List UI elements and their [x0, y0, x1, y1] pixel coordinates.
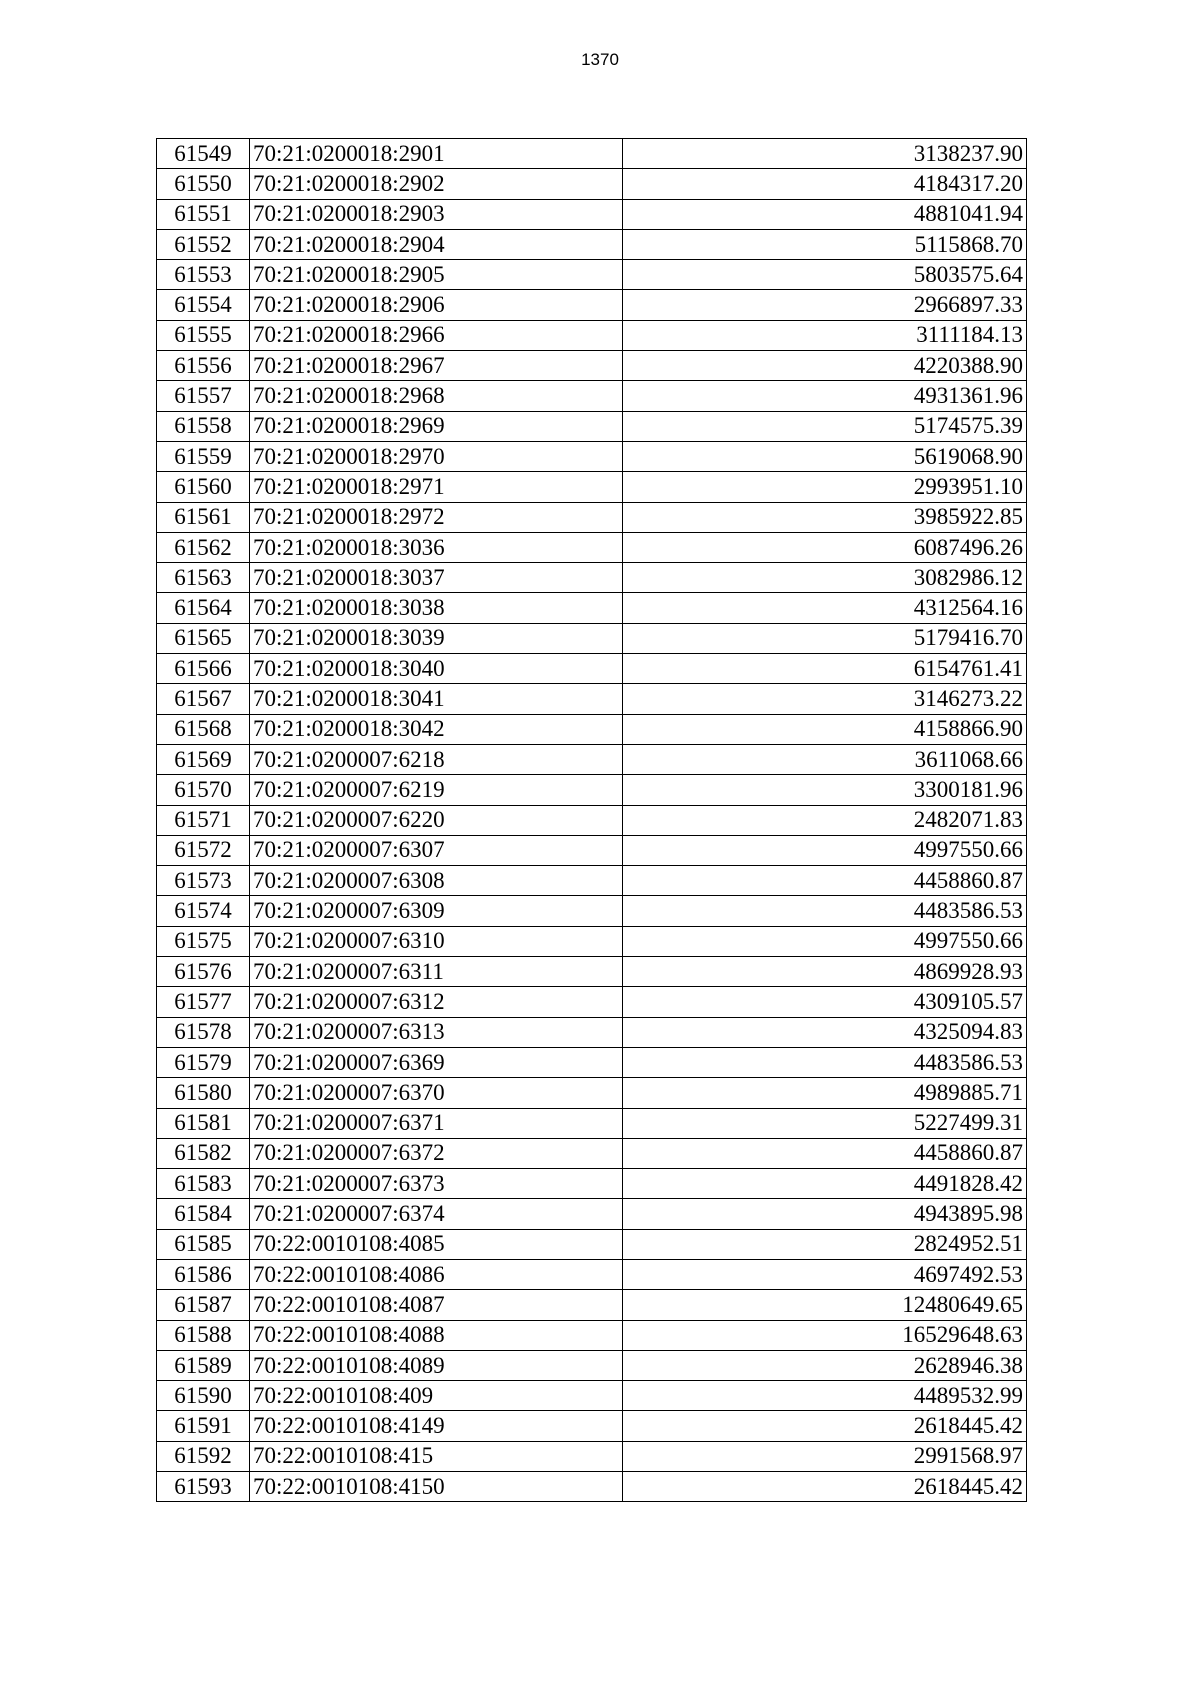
table-row	[157, 1047, 1027, 1077]
row-number-cell: 61586	[157, 1259, 250, 1289]
cadastral-value-cell: 4458860.87	[623, 1138, 1027, 1168]
row-number-cell: 61577	[157, 987, 250, 1017]
row-number-cell: 61575	[157, 926, 250, 956]
cadastral-number-cell: 70:21:0200018:2901	[250, 139, 623, 169]
row-number-cell: 61568	[157, 714, 250, 744]
cadastral-value-cell: 16529648.63	[623, 1320, 1027, 1350]
table-row	[157, 381, 1027, 411]
row-number-cell: 61559	[157, 441, 250, 471]
cadastral-value-cell: 3082986.12	[623, 563, 1027, 593]
table-row	[157, 320, 1027, 350]
cadastral-value-cell: 4491828.42	[623, 1169, 1027, 1199]
cadastral-number-cell: 70:22:0010108:409	[250, 1381, 623, 1411]
cadastral-number-cell: 70:22:0010108:4086	[250, 1259, 623, 1289]
row-number-cell: 61571	[157, 805, 250, 835]
cadastral-number-cell: 70:21:0200007:6370	[250, 1078, 623, 1108]
cadastral-value-cell: 4943895.98	[623, 1199, 1027, 1229]
row-number-cell: 61572	[157, 835, 250, 865]
table-row	[157, 714, 1027, 744]
row-number-cell: 61570	[157, 775, 250, 805]
table-row	[157, 654, 1027, 684]
cadastral-number-cell: 70:21:0200018:3036	[250, 532, 623, 562]
cadastral-number-cell: 70:21:0200018:2967	[250, 351, 623, 381]
cadastral-number-cell: 70:21:0200018:3038	[250, 593, 623, 623]
table-row	[157, 987, 1027, 1017]
cadastral-value-cell: 4989885.71	[623, 1078, 1027, 1108]
table-row	[157, 684, 1027, 714]
cadastral-number-cell: 70:21:0200007:6220	[250, 805, 623, 835]
row-number-cell: 61578	[157, 1017, 250, 1047]
table-row	[157, 411, 1027, 441]
row-number-cell: 61584	[157, 1199, 250, 1229]
table-row	[157, 775, 1027, 805]
table-row	[157, 1290, 1027, 1320]
cadastral-number-cell: 70:22:0010108:4149	[250, 1411, 623, 1441]
table-row	[157, 229, 1027, 259]
table-row	[157, 260, 1027, 290]
table-row	[157, 472, 1027, 502]
cadastral-value-cell: 4483586.53	[623, 1047, 1027, 1077]
cadastral-value-cell: 2618445.42	[623, 1472, 1027, 1502]
row-number-cell: 61562	[157, 532, 250, 562]
cadastral-value-cell: 2482071.83	[623, 805, 1027, 835]
cadastral-number-cell: 70:21:0200018:3040	[250, 654, 623, 684]
cadastral-value-cell: 3146273.22	[623, 684, 1027, 714]
cadastral-value-cell: 5227499.31	[623, 1108, 1027, 1138]
row-number-cell: 61550	[157, 169, 250, 199]
cadastral-value-cell: 4881041.94	[623, 199, 1027, 229]
cadastral-value-cell: 12480649.65	[623, 1290, 1027, 1320]
row-number-cell: 61549	[157, 139, 250, 169]
cadastral-number-cell: 70:22:0010108:4088	[250, 1320, 623, 1350]
row-number-cell: 61583	[157, 1169, 250, 1199]
row-number-cell: 61582	[157, 1138, 250, 1168]
row-number-cell: 61587	[157, 1290, 250, 1320]
cadastral-number-cell: 70:21:0200007:6369	[250, 1047, 623, 1077]
row-number-cell: 61566	[157, 654, 250, 684]
row-number-cell: 61554	[157, 290, 250, 320]
cadastral-value-cell: 4869928.93	[623, 957, 1027, 987]
row-number-cell: 61580	[157, 1078, 250, 1108]
table-row	[157, 623, 1027, 653]
cadastral-number-cell: 70:21:0200007:6372	[250, 1138, 623, 1168]
cadastral-number-cell: 70:21:0200018:2905	[250, 260, 623, 290]
page-number: 1370	[581, 50, 619, 69]
table-row	[157, 593, 1027, 623]
table-row	[157, 744, 1027, 774]
table-row	[157, 1138, 1027, 1168]
table-row	[157, 351, 1027, 381]
cadastral-number-cell: 70:21:0200007:6310	[250, 926, 623, 956]
table-row	[157, 1320, 1027, 1350]
table-row	[157, 532, 1027, 562]
cadastral-value-cell: 4697492.53	[623, 1259, 1027, 1289]
row-number-cell: 61579	[157, 1047, 250, 1077]
table-row	[157, 290, 1027, 320]
row-number-cell: 61569	[157, 744, 250, 774]
row-number-cell: 61591	[157, 1411, 250, 1441]
cadastral-number-cell: 70:21:0200018:2970	[250, 441, 623, 471]
cadastral-value-cell: 4458860.87	[623, 866, 1027, 896]
cadastral-number-cell: 70:21:0200018:2966	[250, 320, 623, 350]
cadastral-number-cell: 70:21:0200018:2903	[250, 199, 623, 229]
cadastral-number-cell: 70:21:0200018:2969	[250, 411, 623, 441]
row-number-cell: 61581	[157, 1108, 250, 1138]
row-number-cell: 61590	[157, 1381, 250, 1411]
row-number-cell: 61585	[157, 1229, 250, 1259]
table-row	[157, 805, 1027, 835]
cadastral-number-cell: 70:21:0200007:6218	[250, 744, 623, 774]
table-row	[157, 835, 1027, 865]
cadastral-value-cell: 4931361.96	[623, 381, 1027, 411]
cadastral-number-cell: 70:21:0200007:6307	[250, 835, 623, 865]
row-number-cell: 61557	[157, 381, 250, 411]
table-row	[157, 926, 1027, 956]
cadastral-value-cell: 4489532.99	[623, 1381, 1027, 1411]
cadastral-number-cell: 70:21:0200007:6374	[250, 1199, 623, 1229]
table-row	[157, 1441, 1027, 1471]
cadastral-number-cell: 70:21:0200018:3039	[250, 623, 623, 653]
cadastral-value-cell: 2618445.42	[623, 1411, 1027, 1441]
cadastral-number-cell: 70:21:0200018:2904	[250, 229, 623, 259]
table-row	[157, 1169, 1027, 1199]
cadastral-value-cell: 5179416.70	[623, 623, 1027, 653]
table-row	[157, 1199, 1027, 1229]
cadastral-value-cell: 3138237.90	[623, 139, 1027, 169]
cadastral-value-cell: 2824952.51	[623, 1229, 1027, 1259]
cadastral-value-cell: 4220388.90	[623, 351, 1027, 381]
row-number-cell: 61556	[157, 351, 250, 381]
table-row	[157, 563, 1027, 593]
cadastral-number-cell: 70:21:0200018:3042	[250, 714, 623, 744]
cadastral-value-cell: 4184317.20	[623, 169, 1027, 199]
row-number-cell: 61592	[157, 1441, 250, 1471]
cadastral-number-cell: 70:21:0200007:6313	[250, 1017, 623, 1047]
cadastral-value-cell: 5174575.39	[623, 411, 1027, 441]
table-row	[157, 957, 1027, 987]
cadastral-number-cell: 70:21:0200007:6373	[250, 1169, 623, 1199]
table-row	[157, 1259, 1027, 1289]
cadastral-number-cell: 70:21:0200018:2968	[250, 381, 623, 411]
cadastral-value-cell: 2991568.97	[623, 1441, 1027, 1471]
cadastral-value-cell: 5619068.90	[623, 441, 1027, 471]
row-number-cell: 61564	[157, 593, 250, 623]
row-number-cell: 61561	[157, 502, 250, 532]
row-number-cell: 61551	[157, 199, 250, 229]
table-row	[157, 1108, 1027, 1138]
cadastral-number-cell: 70:21:0200007:6312	[250, 987, 623, 1017]
table-row	[157, 866, 1027, 896]
cadastral-number-cell: 70:22:0010108:415	[250, 1441, 623, 1471]
registry-table	[156, 138, 1027, 1502]
cadastral-value-cell: 6154761.41	[623, 654, 1027, 684]
cadastral-value-cell: 4997550.66	[623, 835, 1027, 865]
cadastral-value-cell: 5115868.70	[623, 229, 1027, 259]
row-number-cell: 61573	[157, 866, 250, 896]
cadastral-number-cell: 70:21:0200018:2972	[250, 502, 623, 532]
row-number-cell: 61552	[157, 229, 250, 259]
cadastral-value-cell: 6087496.26	[623, 532, 1027, 562]
registry-table-body	[157, 139, 1027, 1502]
cadastral-number-cell: 70:21:0200018:2971	[250, 472, 623, 502]
row-number-cell: 61563	[157, 563, 250, 593]
table-row	[157, 1078, 1027, 1108]
cadastral-value-cell: 4312564.16	[623, 593, 1027, 623]
cadastral-value-cell: 2628946.38	[623, 1350, 1027, 1380]
table-row	[157, 1350, 1027, 1380]
row-number-cell: 61567	[157, 684, 250, 714]
cadastral-number-cell: 70:21:0200007:6219	[250, 775, 623, 805]
cadastral-value-cell: 3611068.66	[623, 744, 1027, 774]
cadastral-number-cell: 70:21:0200007:6371	[250, 1108, 623, 1138]
cadastral-number-cell: 70:22:0010108:4089	[250, 1350, 623, 1380]
table-row	[157, 199, 1027, 229]
cadastral-value-cell: 5803575.64	[623, 260, 1027, 290]
cadastral-value-cell: 2966897.33	[623, 290, 1027, 320]
cadastral-number-cell: 70:21:0200018:2902	[250, 169, 623, 199]
row-number-cell: 61558	[157, 411, 250, 441]
row-number-cell: 61588	[157, 1320, 250, 1350]
cadastral-value-cell: 4483586.53	[623, 896, 1027, 926]
cadastral-value-cell: 3111184.13	[623, 320, 1027, 350]
row-number-cell: 61574	[157, 896, 250, 926]
row-number-cell: 61576	[157, 957, 250, 987]
row-number-cell: 61553	[157, 260, 250, 290]
table-row	[157, 169, 1027, 199]
cadastral-number-cell: 70:21:0200007:6309	[250, 896, 623, 926]
cadastral-number-cell: 70:22:0010108:4087	[250, 1290, 623, 1320]
row-number-cell: 61589	[157, 1350, 250, 1380]
cadastral-value-cell: 4309105.57	[623, 987, 1027, 1017]
cadastral-number-cell: 70:21:0200007:6308	[250, 866, 623, 896]
table-row	[157, 1411, 1027, 1441]
cadastral-value-cell: 3985922.85	[623, 502, 1027, 532]
table-row	[157, 1017, 1027, 1047]
table-row	[157, 896, 1027, 926]
cadastral-number-cell: 70:22:0010108:4150	[250, 1472, 623, 1502]
cadastral-number-cell: 70:21:0200018:3041	[250, 684, 623, 714]
cadastral-number-cell: 70:21:0200018:3037	[250, 563, 623, 593]
cadastral-number-cell: 70:21:0200018:2906	[250, 290, 623, 320]
row-number-cell: 61593	[157, 1472, 250, 1502]
cadastral-number-cell: 70:22:0010108:4085	[250, 1229, 623, 1259]
table-row	[157, 1472, 1027, 1502]
row-number-cell: 61560	[157, 472, 250, 502]
table-row	[157, 502, 1027, 532]
cadastral-value-cell: 4325094.83	[623, 1017, 1027, 1047]
cadastral-value-cell: 3300181.96	[623, 775, 1027, 805]
table-row	[157, 1381, 1027, 1411]
cadastral-number-cell: 70:21:0200007:6311	[250, 957, 623, 987]
table-row	[157, 441, 1027, 471]
row-number-cell: 61555	[157, 320, 250, 350]
table-row	[157, 1229, 1027, 1259]
cadastral-value-cell: 2993951.10	[623, 472, 1027, 502]
cadastral-value-cell: 4158866.90	[623, 714, 1027, 744]
cadastral-value-cell: 4997550.66	[623, 926, 1027, 956]
row-number-cell: 61565	[157, 623, 250, 653]
table-row	[157, 139, 1027, 169]
